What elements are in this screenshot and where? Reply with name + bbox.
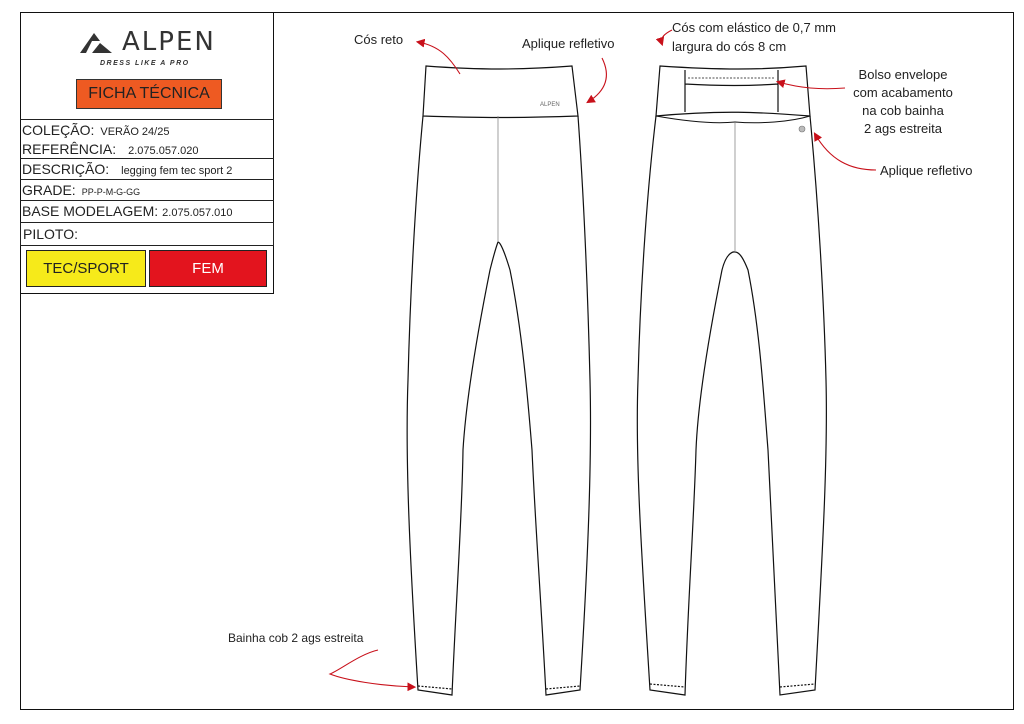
- field-value: VERÃO 24/25: [100, 126, 170, 138]
- field-label: GRADE:: [22, 182, 76, 198]
- arrow-cos-reto: [418, 42, 460, 74]
- arrow-bolso: [778, 82, 845, 89]
- field-value: 2.075.057.020: [128, 145, 199, 157]
- reflective-dot-icon: [799, 126, 805, 132]
- field-piloto: PILOTO:: [20, 222, 274, 246]
- gender-tag: FEM: [149, 250, 267, 287]
- front-waistband: [423, 66, 578, 118]
- back-hem-right: [780, 684, 815, 687]
- front-view: [407, 66, 590, 695]
- annotation-bainha: Bainha cob 2 ags estreita: [228, 631, 364, 645]
- back-yoke: [656, 116, 810, 123]
- annotation-bolso-1: Bolso envelope: [858, 67, 948, 82]
- front-outline: [407, 116, 590, 695]
- sheet-title: FICHA TÉCNICA: [76, 79, 222, 109]
- annotation-bolso-2: com acabamento: [853, 85, 953, 100]
- front-hem-left: [418, 686, 452, 689]
- back-outline: [637, 116, 826, 695]
- arrow-aplique-front: [588, 58, 606, 102]
- back-waistband: [656, 66, 810, 116]
- field-value: PP-P-M-G-GG: [81, 187, 141, 197]
- annotation-cos-elastico-2: largura do cós 8 cm: [672, 39, 787, 54]
- field-value: legging fem tec sport 2: [121, 165, 233, 177]
- waistband-logo: ALPEN: [540, 102, 560, 108]
- back-hem-left: [650, 684, 685, 687]
- arrow-cos-elastico: [661, 30, 672, 44]
- annotation-bolso-4: 2 ags estreita: [863, 121, 943, 136]
- front-hem-right: [546, 686, 580, 689]
- back-pocket: [685, 70, 778, 112]
- field-label: BASE MODELAGEM:: [22, 203, 159, 219]
- annotation-aplique-back: Aplique refletivo: [880, 163, 973, 178]
- logo-text: ALPEN: [122, 27, 216, 57]
- annotation-cos-elastico-1: Cós com elástico de 0,7 mm: [672, 20, 837, 35]
- brand-tagline: DRESS LIKE A PRO: [100, 60, 190, 67]
- annotation-bolso-3: na cob bainha: [862, 103, 944, 118]
- field-label: COLEÇÃO:: [22, 122, 95, 138]
- category-tag: TEC/SPORT: [26, 250, 146, 287]
- arrow-bainha: [330, 650, 414, 687]
- back-view: [637, 66, 826, 695]
- annotation-aplique-front: Aplique refletivo: [522, 36, 615, 51]
- annotation-cos-reto: Cós reto: [354, 32, 404, 47]
- field-label: REFERÊNCIA:: [22, 141, 117, 157]
- arrow-aplique-back: [815, 134, 876, 170]
- field-label: DESCRIÇÃO:: [22, 161, 110, 177]
- field-value: 2.075.057.010: [162, 207, 233, 219]
